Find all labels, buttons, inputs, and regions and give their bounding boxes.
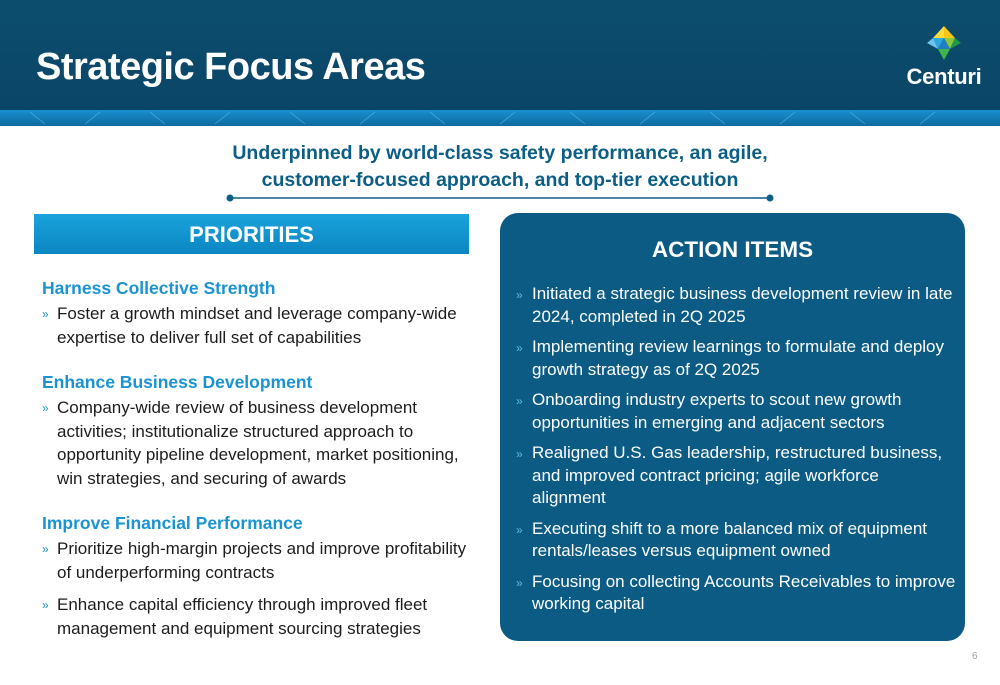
action-items-heading: ACTION ITEMS — [651, 237, 814, 262]
priority-bullet — [42, 593, 472, 640]
tagline-divider — [226, 193, 774, 203]
priority-bullet — [42, 302, 472, 349]
bullet-marker: » — [42, 598, 49, 612]
bullet-marker: » — [42, 307, 49, 321]
bullet-marker: » — [516, 522, 523, 537]
priority-title: Harness Collective Strength — [42, 278, 276, 298]
bullet-marker: » — [516, 447, 523, 461]
priority-section — [42, 371, 472, 490]
priority-bullet — [42, 537, 472, 584]
bullet-marker: » — [42, 542, 49, 556]
priority-bullet-text: Company-wide review of business development activities; institutionalize structured approach to opportunity pipeline development, market positioning, win strategies, and securing of awards — [57, 398, 459, 488]
action-items-panel — [500, 213, 965, 641]
priority-title: Improve Financial Performance — [42, 513, 303, 533]
priority-title: Enhance Business Development — [42, 372, 313, 392]
action-item — [516, 389, 956, 434]
priority-section — [42, 512, 472, 640]
action-item-text: Realigned U.S. Gas leadership, restructured business, and improved contract pricing; agile workforce alignment — [532, 443, 943, 507]
action-item-text: Onboarding industry experts to scout new growth opportunities in emerging and adjacent sectors — [532, 390, 902, 432]
priority-bullet-text: Prioritize high-margin projects and improve profitability of underperforming contracts — [57, 539, 467, 582]
action-items-list — [516, 283, 956, 624]
action-item — [516, 518, 956, 563]
decorative-band — [0, 110, 1000, 126]
action-item — [516, 442, 956, 510]
bullet-marker: » — [516, 341, 523, 355]
bullet-marker: » — [42, 401, 49, 415]
action-item-text: Executing shift to a more balanced mix of equipment rentals/leases versus equipment owned — [532, 518, 927, 560]
logo-text: Centuri — [906, 64, 982, 89]
priority-bullet-text: Enhance capital efficiency through improved fleet management and equipment sourcing strategies — [57, 595, 428, 638]
page-number: 6 — [972, 651, 978, 662]
priority-section — [42, 277, 472, 349]
action-item-text: Focusing on collecting Accounts Receivables to improve working capital — [532, 571, 956, 613]
priorities-column — [42, 277, 472, 662]
bullet-marker: » — [516, 575, 523, 590]
centuri-diamond-icon — [927, 26, 961, 60]
action-item — [516, 571, 956, 616]
priority-bullet — [42, 396, 472, 490]
company-logo — [906, 26, 982, 96]
tagline-line-1: Underpinned by world-class safety performance, an agile, — [232, 142, 768, 164]
tagline-line-2: customer-focused approach, and top-tier execution — [261, 169, 739, 191]
priorities-heading: PRIORITIES — [34, 214, 469, 254]
bullet-marker: » — [516, 288, 523, 302]
action-item — [516, 283, 956, 328]
action-item — [516, 336, 956, 381]
action-item-text: Initiated a strategic business development review in late 2024, completed in 2Q 2025 — [532, 284, 953, 326]
page-title: Strategic Focus Areas — [36, 46, 426, 88]
tagline — [200, 140, 800, 194]
priority-bullet-text: Foster a growth mindset and leverage company-wide expertise to deliver full set of capabilities — [57, 304, 457, 347]
header-bar — [0, 0, 1000, 118]
action-item-text: Implementing review learnings to formulate and deploy growth strategy as of 2Q 2025 — [532, 337, 945, 379]
bullet-marker: » — [516, 394, 523, 408]
